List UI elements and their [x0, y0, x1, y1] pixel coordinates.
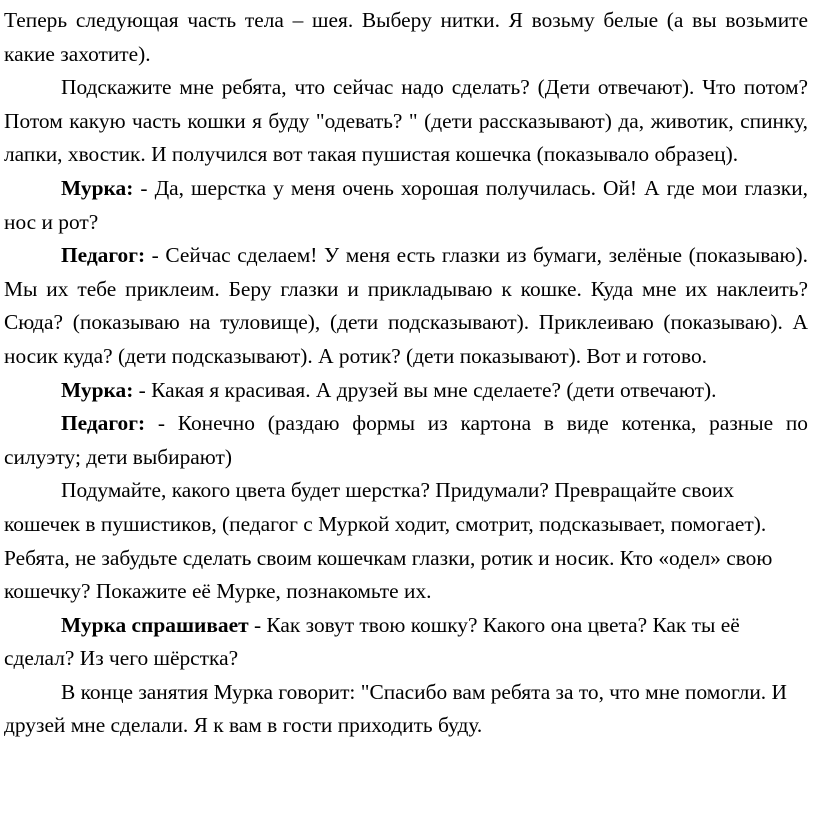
paragraph-fur-color	[4, 474, 808, 608]
speaker-label: Педагог:	[61, 411, 146, 436]
speaker-label: Мурка спрашивает	[61, 612, 249, 637]
paragraph-text: - Какая я красивая. А друзей вы мне сделаете? (дети отвечают).	[133, 377, 717, 402]
paragraph-murka-asks	[4, 609, 808, 676]
paragraph-teacher-forms	[4, 407, 808, 474]
paragraph-text: - Сейчас сделаем! У меня есть глазки из бумаги, зелёные (показываю). Мы их тебе приклеим. Беру глазки и прикладываю к кошке. Куда мне их наклеить? Сюда? (показываю на туловище), (дети подсказывают). Приклеиваю (показываю). А носик куда? (дети подсказывают). А ротик? (дети показывают). Вот и готово.	[4, 243, 808, 368]
paragraph-text: - Конечно (раздаю формы из картона в виде котенка, разные по силуэту; дети выбирают)	[4, 411, 808, 469]
paragraph-text: - Да, шерстка у меня очень хорошая получилась. Ой! А где мои глазки, нос и рот?	[4, 175, 808, 234]
paragraph-murka-friends	[4, 374, 808, 408]
speaker-label: Педагог:	[61, 243, 146, 268]
paragraph-text: - Как зовут твою кошку? Какого она цвета? Как ты её сделал? Из чего шёрстка?	[4, 612, 740, 671]
speaker-label: Мурка:	[61, 377, 134, 402]
paragraph-murka-eyes	[4, 172, 808, 239]
paragraph-text: В конце занятия Мурка говорит: "Спасибо вам ребята за то, что мне помогли. И друзей мне сделали. Я к вам в гости приходить буду.	[4, 679, 787, 738]
paragraph-ending	[4, 676, 808, 743]
paragraph-text: Подскажите мне ребята, что сейчас надо сделать? (Дети отвечают). Что потом? Потом какую часть кошки я буду "одевать? " (дети рассказывают) да, животик, спинку, лапки, хвостик. И получился вот такая пушистая кошечка (показывало образец).	[4, 75, 808, 167]
paragraph-teacher-eyes	[4, 239, 808, 373]
paragraph-neck	[4, 4, 808, 71]
paragraph-prompt-children	[4, 71, 808, 172]
paragraph-text: Подумайте, какого цвета будет шерстка? Придумали? Превращайте своих кошечек в пушистиков, (педагог с Муркой ходит, смотрит, подсказывает, помогает). Ребята, не забудьте сделать своим кошечкам глазки, ротик и носик. Кто «одел» свою кошечку? Покажите её Мурке, познакомьте их.	[4, 478, 773, 604]
speaker-label: Мурка:	[61, 175, 134, 200]
paragraph-text: Теперь следующая часть тела – шея. Выберу нитки. Я возьму белые (а вы возьмите какие захотите).	[4, 8, 808, 66]
